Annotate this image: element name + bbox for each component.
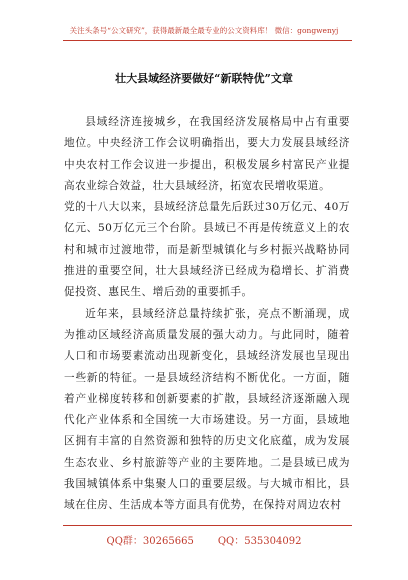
body-paragraph: 党的十八大以来，县域经济总量先后跃过30万亿元、40万亿元、50万亿元三个台阶。县域已不再是传统意义上的农村和城市过渡地带，而是新型城镇化与乡村振兴战略协同推进的重要空间，壮大县域经济已经成为稳增长、扩消费促投资、惠民生、增后劲的重要抓手。 (64, 201, 350, 299)
header-divider (63, 40, 352, 41)
document-title: 壮大县域经济要做好“新联特优”文章 (115, 72, 293, 85)
footer-divider (63, 525, 352, 526)
qq-number: QQ：535304092 (217, 536, 302, 547)
body-paragraph: 县域经济连接城乡，在我国经济发展格局中占有重要地位。中央经济工作会议明确指出，要大力发展县域经济中央农村工作会议进一步提出，积极发展乡村富民产业提高农业综合效益，壮大县域经济，拓宽农民增收渠道。 (64, 116, 350, 192)
header-note: 关注头条号“公文研究”，获得最新最全最专业的公文资料库！ 微信：gongwenyj (69, 26, 339, 35)
body-paragraph: 近年来，县域经济总量持续扩张，亮点不断涌现，成为推动区域经济高质量发展的强大动力。与此同时，随着人口和市场要素流动出现新变化，县域经济发展也呈现出一些新的特征。一是县域经济结构不断优化。一方面，随着产业梯度转移和创新要素的扩散，县域经济逐渐融入现代化产业体系和全国统一大市场建设。另一方面，县域地区拥有丰富的自然资源和独特的历史文化底蕴，成为发展生态农业、乡村旅游等产业的主要阵地。二是县域已成为我国城镇体系中集聚人口的重要层级。与大城市相比，县域在住房、生活成本等方面具有优势，在保持对周边农村 (64, 307, 350, 512)
document-body (64, 112, 350, 517)
footer-contact (0, 532, 408, 547)
qq-group-number: QQ群：30265665 (106, 536, 194, 547)
